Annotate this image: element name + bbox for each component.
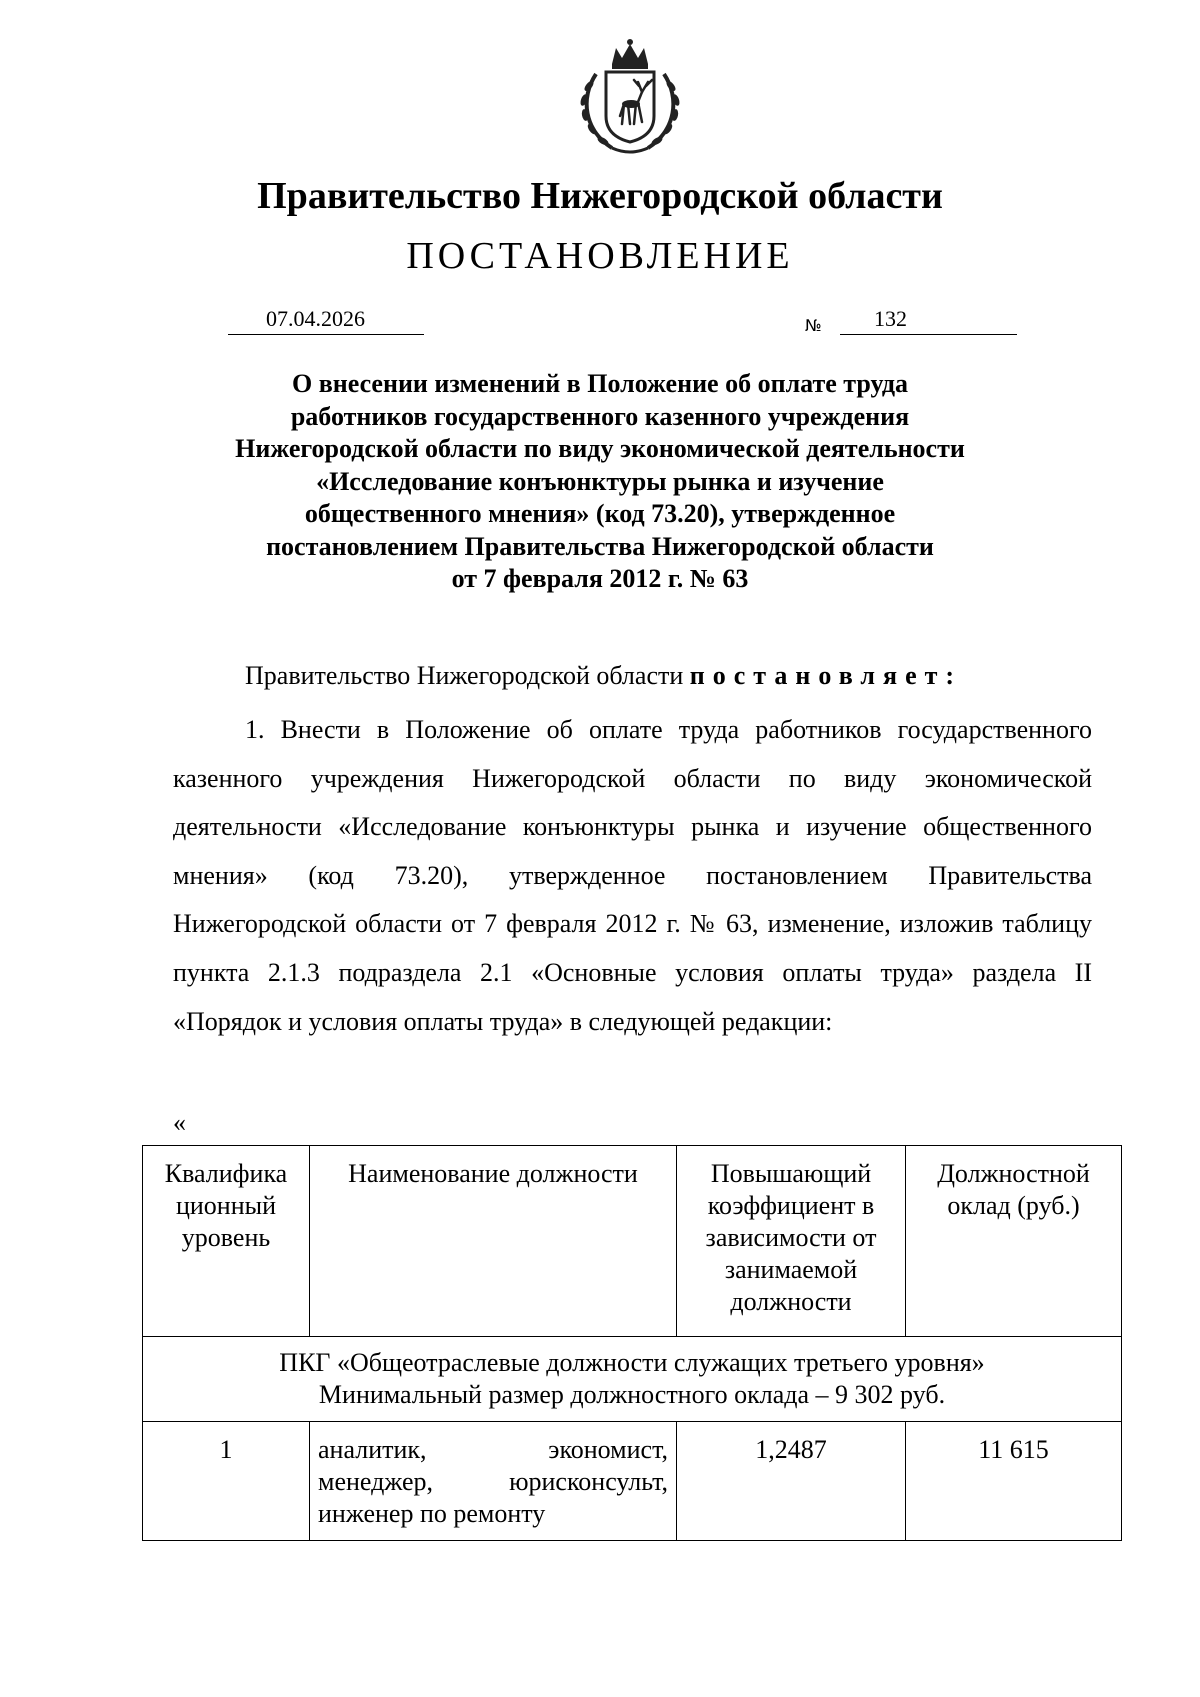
document-date: 07.04.2026	[266, 306, 365, 331]
title-line: от 7 февраля 2012 г. № 63	[451, 564, 749, 593]
coat-of-arms-emblem	[572, 38, 688, 158]
document-number-field	[840, 304, 1017, 335]
document-title	[200, 368, 1000, 596]
number-sign: №	[805, 316, 822, 335]
group-cell	[143, 1337, 1122, 1422]
resolution-prefix: Правительство Нижегородской области	[245, 661, 684, 690]
title-line: работников государственного казенного учреждения	[290, 401, 910, 431]
paragraph-text: 1. Внести в Положение об оплате труда работников государственного казенного учреждения Нижегородской области по виду экономической деятельности «Исследование конъюнктуры рынка и изучение общественного мнения» (код 73.20), утвержденное постановлением Правительства Нижегородской области от 7 февраля 2012 г. № 63, изменение, изложив таблицу пункта 2.1.3 подраздела 2.1 «Основные условия оплаты труда» раздела II «Порядок и условия оплаты труда» в следующей редакции:	[173, 715, 1092, 1036]
header-qualification-level	[143, 1146, 310, 1337]
document-number: 132	[874, 306, 907, 331]
title-line: общественного мнения» (код 73.20), утвержденное	[304, 499, 896, 528]
opening-quote: «	[173, 1108, 186, 1137]
group-title: ПКГ «Общеотраслевые должности служащих третьего уровня»	[279, 1348, 985, 1377]
cell-level: 1	[143, 1422, 310, 1541]
title-line: постановлением Правительства Нижегородской области	[266, 531, 934, 561]
salary-table	[142, 1145, 1122, 1541]
group-min-salary: Минимальный размер должностного оклада – 9 302 руб.	[318, 1380, 946, 1409]
table-group-row	[143, 1337, 1122, 1422]
cell-salary: 11 615	[906, 1422, 1122, 1541]
title-line: Нижегородской области по виду экономической деятельности	[235, 434, 965, 463]
title-line: «Исследование конъюнктуры рынка и изучение	[316, 466, 884, 496]
document-type: ПОСТАНОВЛЕНИЕ	[406, 235, 794, 277]
resolution-line	[245, 661, 962, 691]
header-coefficient: Повышающий коэффициент в зависимости от занимаемой должности	[677, 1146, 906, 1337]
header-qualification-level-part: Квалифика	[164, 1159, 288, 1188]
cell-coefficient: 1,2487	[677, 1422, 906, 1541]
header-qualification-level-part: ционный	[175, 1191, 277, 1220]
paragraph-1	[173, 706, 1092, 1046]
header-qualification-level-part: уровень	[181, 1223, 271, 1252]
title-line: О внесении изменений в Положение об оплате труда	[291, 369, 909, 398]
government-name: Правительство Нижегородской области	[257, 175, 943, 217]
document-date-field	[228, 304, 424, 335]
table-row	[143, 1422, 1122, 1541]
resolution-word: постановляет:	[689, 661, 963, 690]
header-position-name: Наименование должности	[310, 1146, 677, 1337]
table-header-row	[143, 1146, 1122, 1337]
cell-positions: аналитик, экономист, менеджер, юрисконсульт, инженер по ремонту	[310, 1422, 677, 1541]
header-salary: Должностной оклад (руб.)	[906, 1146, 1122, 1337]
